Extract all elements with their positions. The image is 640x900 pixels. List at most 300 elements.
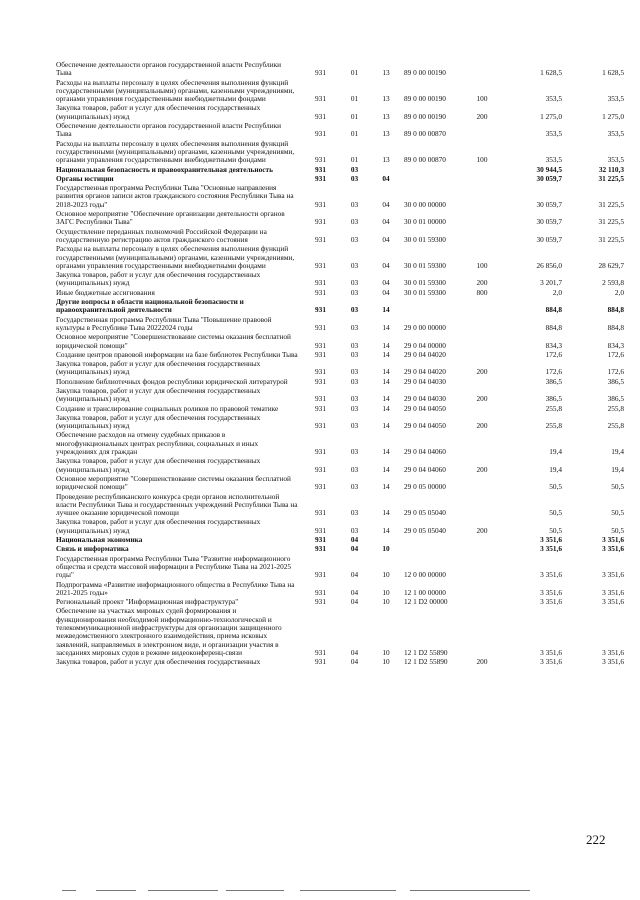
table-row [56, 457, 624, 475]
row-gr-code: 931 [315, 421, 326, 431]
row-subsection: 13 [382, 68, 390, 78]
row-amount-year1: 386,5 [545, 376, 562, 386]
row-subsection: 13 [382, 111, 390, 121]
row-expense-type [466, 333, 498, 351]
row-section: 03 [350, 508, 359, 518]
table-row [56, 271, 624, 289]
row-name: Расходы на выплаты персоналу в целях обеспечения выполнения функций государственными (муниципальными) органами, казенными учреждениями, органами управления государственными внебюджетными фондами [56, 77, 295, 104]
row-amount-year1: 172,6 [545, 349, 562, 359]
row-expense-type: 100 [476, 94, 488, 104]
row-subsection: 14 [382, 447, 390, 457]
row-expense-type: 100 [476, 260, 488, 270]
row-expense-type [466, 184, 498, 210]
row-amount-year1: 353,5 [545, 155, 562, 165]
row-target-article: 89 0 00 00190 [404, 111, 446, 121]
row-name: Подпрограмма «Развитие информационного общества в Республике Тыва на 2021-2025 годы» [56, 579, 295, 597]
row-section: 03 [350, 367, 359, 377]
row-gr-code: 931 [315, 403, 326, 413]
row-gr-code: 931 [315, 340, 326, 350]
table-row [56, 493, 624, 519]
row-target-article [402, 536, 466, 545]
row-name: Закупка товаров, работ и услуг для обеспечения государственных (муниципальных) нужд [56, 270, 261, 288]
row-name: Национальная безопасность и правоохранительная деятельность [56, 164, 273, 174]
row-gr-code: 931 [315, 164, 326, 174]
row-subsection: 14 [382, 508, 390, 518]
row-target-article: 29 0 04 04020 [404, 367, 446, 377]
table-row [56, 475, 624, 493]
row-amount-year2: 19,4 [611, 447, 624, 457]
table-row [56, 122, 624, 140]
row-amount-year2: 834,3 [607, 340, 624, 350]
row-subsection: 14 [382, 376, 390, 386]
row-gr-code: 931 [315, 544, 326, 554]
row-name: Национальная экономика [56, 535, 143, 545]
row-expense-type: 200 [476, 421, 488, 431]
scan-edge-artifact [0, 888, 640, 894]
row-amount-year1: 3 351,6 [540, 544, 562, 554]
row-expense-type [466, 431, 498, 457]
row-amount-year1: 30 944,5 [536, 164, 562, 174]
row-gr-code: 931 [315, 155, 326, 165]
row-amount-year2: 3 351,6 [602, 535, 624, 545]
row-section: 03 [350, 173, 359, 183]
row-gr-code: 931 [315, 94, 326, 104]
row-name: Обеспечение деятельности органов государственной власти Республики Тыва [56, 121, 282, 139]
row-subsection: 10 [382, 647, 390, 657]
row-amount-year2: 3 351,6 [602, 587, 624, 597]
row-section: 03 [350, 164, 359, 174]
row-amount-year1: 3 351,6 [540, 587, 562, 597]
row-name: Закупка товаров, работ и услуг для обеспечения государственных [56, 657, 261, 667]
row-subsection: 14 [382, 394, 390, 404]
row-subsection: 04 [382, 199, 390, 209]
row-gr-code: 931 [315, 367, 326, 377]
row-amount-year1: 255,8 [545, 421, 562, 431]
row-section: 03 [350, 305, 359, 315]
row-expense-type [466, 475, 498, 493]
row-section: 03 [350, 234, 359, 244]
row-amount-year2: 386,5 [607, 376, 624, 386]
row-section: 03 [350, 260, 359, 270]
row-section: 03 [350, 525, 359, 535]
row-expense-type [466, 536, 498, 545]
row-name: Иные бюджетные ассигнования [56, 287, 155, 297]
row-section: 04 [350, 535, 359, 545]
row-gr-code: 931 [315, 535, 326, 545]
row-amount-year1: 1 628,5 [540, 68, 562, 78]
row-section: 03 [350, 482, 359, 492]
row-target-article: 12 1 D2 55890 [404, 657, 448, 667]
row-expense-type: 800 [476, 287, 488, 297]
row-expense-type [466, 122, 498, 140]
row-target-article: 30 0 01 59300 [404, 287, 446, 297]
row-subsection: 04 [382, 234, 390, 244]
row-gr-code: 931 [315, 349, 326, 359]
row-target-article: 29 0 04 04050 [404, 421, 446, 431]
row-gr-code: 931 [315, 287, 326, 297]
row-expense-type: 200 [476, 367, 488, 377]
row-subsection: 04 [382, 260, 390, 270]
budget-table [56, 61, 624, 667]
row-name: Создание и транслирование социальных роликов по правовой тематике [56, 403, 279, 413]
row-amount-year1: 3 351,6 [540, 657, 562, 667]
row-name: Создание центров правовой информации на базе библиотек Республики Тыва [56, 349, 298, 359]
row-name: Закупка товаров, работ и услуг для обеспечения государственных (муниципальных) нужд [56, 517, 261, 535]
row-amount-year2: 2,0 [614, 287, 624, 297]
row-target-article [402, 166, 466, 175]
row-gr-code: 931 [315, 647, 326, 657]
row-name: Расходы на выплаты персоналу в целях обеспечения выполнения функций государственными (муниципальными) органами, казенными учреждениями, органами управления государственными внебюджетными фондами [56, 244, 295, 270]
row-gr-code: 931 [315, 447, 326, 457]
row-gr-code: 931 [315, 260, 326, 270]
row-gr-code: 931 [315, 234, 326, 244]
row-amount-year1: 3 201,7 [540, 278, 562, 288]
row-name: Связь и информатика [56, 544, 129, 554]
row-gr-code: 931 [315, 68, 326, 78]
row-amount-year2: 3 351,6 [602, 597, 624, 607]
row-gr-code: 931 [315, 322, 326, 332]
budget-table-page [56, 60, 624, 667]
row-target-article [402, 545, 466, 554]
row-target-article: 29 0 04 04020 [404, 349, 446, 359]
row-amount-year2: 31 225,5 [598, 234, 624, 244]
row-expense-type: 100 [476, 155, 488, 165]
row-amount-year1: 30 059,7 [536, 173, 562, 183]
row-subsection: 13 [382, 155, 390, 165]
row-amount-year2: 255,8 [607, 421, 624, 431]
row-expense-type [466, 61, 498, 79]
row-name: Закупка товаров, работ и услуг для обеспечения государственных (муниципальных) нужд [56, 385, 261, 404]
row-amount-year2: 50,5 [611, 508, 624, 518]
row-target-article: 30 0 01 59300 [404, 260, 446, 270]
row-section: 03 [350, 464, 359, 474]
row-name: Закупка товаров, работ и услуг для обеспечения государственных (муниципальных) нужд [56, 412, 261, 431]
row-subsection: 04 [382, 287, 390, 297]
row-expense-type: 200 [476, 111, 488, 121]
row-amount-year2: 884,8 [607, 322, 624, 332]
row-subsection: 04 [382, 217, 390, 227]
table-row [56, 228, 624, 246]
row-subsection: 14 [382, 367, 390, 377]
table-row [56, 61, 624, 79]
row-section: 04 [350, 647, 359, 657]
row-amount-year2: 31 225,5 [598, 199, 624, 209]
row-amount-year2: 3 351,6 [602, 570, 624, 580]
row-target-article: 30 0 00 00000 [404, 199, 446, 209]
row-amount-year2: 50,5 [611, 482, 624, 492]
row-amount-year1: 834,3 [545, 340, 562, 350]
row-amount-year2: 19,4 [611, 464, 624, 474]
row-section: 01 [350, 111, 359, 121]
row-amount-year1: 884,8 [545, 305, 562, 315]
row-name: Расходы на выплаты персоналу в целях обеспечения выполнения функций государственными (муниципальными) органами, казенными учреждениями, органами управления государственными внебюджетными фондами [56, 138, 295, 165]
table-row [56, 581, 624, 599]
row-name: Основное мероприятие "Совершенствование системы оказания бесплатной юридической помощи" [56, 332, 291, 350]
row-target-article: 29 0 04 00000 [404, 340, 446, 350]
row-section: 03 [350, 403, 359, 413]
row-amount-year2: 353,5 [607, 94, 624, 104]
row-amount-year2: 353,5 [607, 129, 624, 139]
row-subsection: 14 [382, 482, 390, 492]
row-name: Государственная программа Республики Тыва "Основные направления развития органов записи актов гражданского состояния Республики Тыва на 2018-2023 годы" [56, 183, 294, 209]
row-section: 03 [350, 421, 359, 431]
row-gr-code: 931 [315, 525, 326, 535]
row-target-article: 29 0 05 05040 [404, 508, 446, 518]
row-amount-year1: 884,8 [545, 322, 562, 332]
row-subsection: 14 [382, 464, 390, 474]
table-row [56, 184, 624, 210]
row-expense-type [466, 298, 498, 316]
row-amount-year1: 3 351,6 [540, 597, 562, 607]
row-amount-year1: 19,4 [549, 447, 562, 457]
table-row [56, 210, 624, 228]
table-row [56, 79, 624, 105]
row-name: Другие вопросы в области национальной безопасности и правоохранительной деятельности [56, 297, 244, 315]
row-name: Закупка товаров, работ и услуг для обеспечения государственных (муниципальных) нужд [56, 359, 261, 377]
row-target-article [402, 175, 466, 184]
row-subsection: 14 [382, 525, 390, 535]
row-subsection: 14 [382, 340, 390, 350]
row-amount-year2: 1 628,5 [602, 68, 624, 78]
row-gr-code: 931 [315, 394, 326, 404]
row-subsection: 14 [382, 349, 390, 359]
row-name: Осуществление переданных полномочий Российской Федерации на государственную регистрацию актов гражданского состояния [56, 226, 267, 244]
row-section: 03 [350, 199, 359, 209]
row-amount-year1: 3 351,6 [540, 570, 562, 580]
row-expense-type: 200 [476, 525, 488, 535]
row-name: Региональный проект "Информационная инфраструктура" [56, 597, 239, 607]
row-expense-type [466, 316, 498, 334]
row-section: 03 [350, 322, 359, 332]
row-expense-type [466, 555, 498, 581]
row-section: 01 [350, 129, 359, 139]
row-expense-type [466, 378, 498, 387]
row-amount-year1: 30 059,7 [536, 199, 562, 209]
row-gr-code: 931 [315, 570, 326, 580]
row-section: 04 [350, 544, 359, 554]
row-amount-year2: 31 225,5 [598, 173, 624, 183]
row-amount-year1: 50,5 [549, 482, 562, 492]
table-row [56, 414, 624, 432]
row-section: 04 [350, 570, 359, 580]
row-amount-year1: 255,8 [545, 403, 562, 413]
row-expense-type [466, 581, 498, 599]
row-gr-code: 931 [315, 482, 326, 492]
table-body [56, 61, 624, 667]
row-section: 03 [350, 349, 359, 359]
row-amount-year2: 172,6 [607, 367, 624, 377]
row-expense-type: 200 [476, 657, 488, 667]
table-row [56, 245, 624, 271]
row-name: Закупка товаров, работ и услуг для обеспечения государственных (муниципальных) нужд [56, 456, 261, 474]
row-target-article: 89 0 00 00190 [404, 68, 446, 78]
row-amount-year2: 3 351,6 [602, 657, 624, 667]
row-name: Государственная программа Республики Тыва "Развитие информационного общества и средств массовой информации в Республике Тыва на 2021-2025 годы" [56, 553, 292, 580]
row-amount-year1: 172,6 [545, 367, 562, 377]
row-gr-code: 931 [315, 464, 326, 474]
row-target-article: 30 0 01 59300 [404, 278, 446, 288]
table-row [56, 536, 624, 545]
row-target-article: 12 0 00 00000 [404, 570, 446, 580]
row-section: 04 [350, 657, 359, 667]
table-row [56, 104, 624, 122]
table-row [56, 387, 624, 405]
row-subsection: 04 [382, 278, 390, 288]
row-subsection: 14 [382, 403, 390, 413]
row-expense-type [466, 166, 498, 175]
row-expense-type: 200 [476, 464, 488, 474]
row-section: 01 [350, 94, 359, 104]
row-name: Государственная программа Республики Тыва "Повышение правовой культуры в Республике Тыва 20222024 годы [56, 314, 272, 332]
row-expense-type [466, 493, 498, 519]
row-amount-year2: 3 351,6 [602, 647, 624, 657]
row-gr-code: 931 [315, 217, 326, 227]
row-expense-type [466, 545, 498, 554]
row-target-article: 29 0 04 04060 [404, 447, 446, 457]
row-amount-year1: 353,5 [545, 94, 562, 104]
row-subsection: 13 [382, 129, 390, 139]
row-gr-code: 931 [315, 376, 326, 386]
row-gr-code: 931 [315, 597, 326, 607]
row-subsection: 14 [382, 421, 390, 431]
row-subsection: 10 [382, 570, 390, 580]
row-expense-type [466, 210, 498, 228]
row-expense-type: 200 [476, 394, 488, 404]
row-name: Основное мероприятие "Обеспечение организации деятельности органов ЗАГС Республики Тыва" [56, 209, 285, 227]
row-gr-code: 931 [315, 508, 326, 518]
table-row [56, 607, 624, 658]
row-target-article: 29 0 04 04030 [404, 376, 446, 386]
row-section: 03 [350, 217, 359, 227]
row-section: 03 [350, 287, 359, 297]
row-amount-year2: 31 225,5 [598, 217, 624, 227]
row-section: 01 [350, 68, 359, 78]
table-row [56, 298, 624, 316]
row-amount-year2: 255,8 [607, 403, 624, 413]
row-expense-type [466, 405, 498, 414]
row-target-article [402, 298, 466, 316]
row-subsection: 04 [382, 173, 390, 183]
row-target-article: 29 0 04 04050 [404, 403, 446, 413]
row-subsection: 10 [382, 597, 390, 607]
row-target-article: 30 0 01 59300 [404, 234, 446, 244]
row-amount-year2: 28 629,7 [598, 260, 624, 270]
table-row [56, 140, 624, 166]
row-target-article: 29 0 04 04030 [404, 394, 446, 404]
row-amount-year2: 353,5 [607, 155, 624, 165]
row-subsection: 10 [382, 587, 390, 597]
row-target-article: 12 1 00 00000 [404, 587, 446, 597]
row-amount-year2: 884,8 [607, 305, 624, 315]
table-row [56, 658, 624, 667]
row-amount-year1: 3 351,6 [540, 647, 562, 657]
row-amount-year1: 386,5 [545, 394, 562, 404]
row-amount-year1: 26 856,0 [536, 260, 562, 270]
row-subsection: 13 [382, 94, 390, 104]
row-amount-year2: 386,5 [607, 394, 624, 404]
row-name: Органы юстиции [56, 173, 114, 183]
row-name: Обеспечение деятельности органов государственной власти Республики Тыва [56, 60, 282, 78]
row-name: Обеспечение на участках мировых судей формирования и функционирования необходимой информационно-технологической и телекоммуникационной инфраструктуры для организации защищенного межведомственного электронного взаимодействия, приема исковых заявлений, направляемых в электронном виде, и организации участия в заседаниях мировых судов в режиме видеоконференц-связи [56, 606, 282, 657]
row-expense-type [466, 607, 498, 658]
row-amount-year1: 19,4 [549, 464, 562, 474]
table-row [56, 333, 624, 351]
row-target-article: 89 0 00 00190 [404, 94, 446, 104]
row-expense-type: 200 [476, 278, 488, 288]
row-section: 03 [350, 278, 359, 288]
table-row [56, 316, 624, 334]
row-expense-type [466, 351, 498, 360]
row-amount-year1: 3 351,6 [540, 535, 562, 545]
row-amount-year1: 2,0 [552, 287, 562, 297]
row-amount-year2: 50,5 [611, 525, 624, 535]
row-section: 03 [350, 376, 359, 386]
row-subsection: 10 [382, 544, 390, 554]
row-section: 04 [350, 587, 359, 597]
row-section: 03 [350, 340, 359, 350]
row-expense-type [466, 228, 498, 246]
row-subsection: 10 [382, 657, 390, 667]
row-gr-code: 931 [315, 173, 326, 183]
row-amount-year2: 32 110,3 [598, 164, 624, 174]
row-target-article: 12 1 D2 00000 [404, 597, 448, 607]
table-row [56, 555, 624, 581]
row-gr-code: 931 [315, 657, 326, 667]
row-subsection: 14 [382, 305, 390, 315]
row-gr-code: 931 [315, 129, 326, 139]
row-amount-year2: 2 593,8 [602, 278, 624, 288]
row-section: 03 [350, 394, 359, 404]
row-gr-code: 931 [315, 199, 326, 209]
table-row [56, 518, 624, 536]
row-expense-type [466, 598, 498, 607]
row-target-article: 89 0 00 00870 [404, 129, 446, 139]
row-name: Обеспечение расходов на отмену судебных приказов в многофункциональных центрах республики, социальных и иных учреждениях для граждан [56, 430, 259, 457]
row-target-article: 29 0 05 05040 [404, 525, 446, 535]
row-amount-year2: 3 351,6 [602, 544, 624, 554]
row-target-article: 29 0 04 04060 [404, 464, 446, 474]
row-amount-year1: 30 059,7 [536, 217, 562, 227]
row-amount-year1: 50,5 [549, 525, 562, 535]
row-amount-year1: 50,5 [549, 508, 562, 518]
row-amount-year1: 353,5 [545, 129, 562, 139]
row-target-article: 89 0 00 00870 [404, 155, 446, 165]
row-subsection: 14 [382, 322, 390, 332]
row-amount-year1: 30 059,7 [536, 234, 562, 244]
table-row [56, 360, 624, 378]
row-amount-year2: 172,6 [607, 349, 624, 359]
row-target-article: 29 0 00 00000 [404, 322, 446, 332]
row-name: Закупка товаров, работ и услуг для обеспечения государственных (муниципальных) нужд [56, 103, 261, 121]
row-gr-code: 931 [315, 278, 326, 288]
row-gr-code: 931 [315, 587, 326, 597]
row-name: Основное мероприятие "Совершенствование системы оказания бесплатной юридической помощи" [56, 473, 291, 492]
row-amount-year2: 1 275,0 [602, 111, 624, 121]
row-target-article: 29 0 05 00000 [404, 482, 446, 492]
row-gr-code: 931 [315, 305, 326, 315]
row-target-article: 12 1 D2 55890 [404, 647, 448, 657]
row-name: Проведение республиканского конкурса среди органов исполнительной власти Республики Тыва и государственных учреждений Республики Тыва на лучшее оказание юридической помощи [56, 491, 298, 518]
row-section: 01 [350, 155, 359, 165]
row-section: 03 [350, 447, 359, 457]
row-gr-code: 931 [315, 111, 326, 121]
page-number: 222 [586, 832, 606, 847]
row-amount-year1: 1 275,0 [540, 111, 562, 121]
row-target-article: 30 0 01 00000 [404, 217, 446, 227]
table-row [56, 431, 624, 457]
row-section: 04 [350, 597, 359, 607]
row-expense-type [466, 175, 498, 184]
